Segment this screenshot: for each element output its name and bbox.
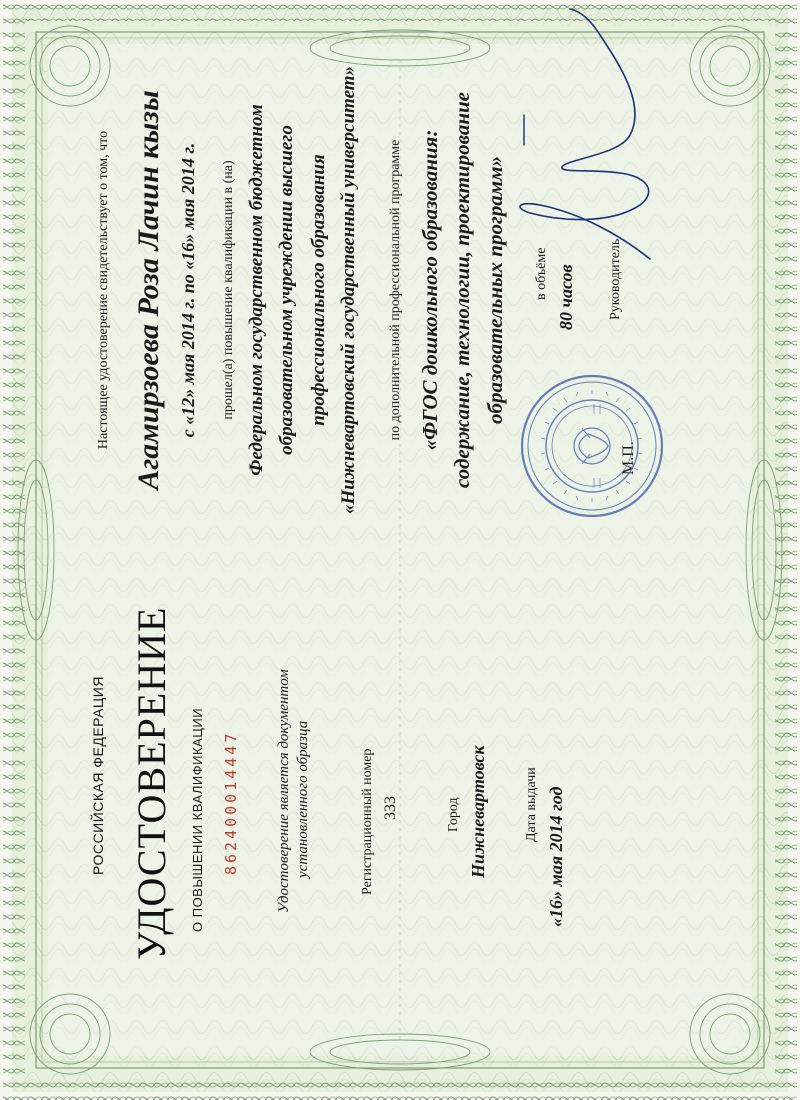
- program-name-line-2: содержание, технологии, проектирование: [450, 91, 474, 489]
- program-name-line-3: образовательных программ»: [483, 155, 507, 425]
- document-subtitle: О ПОВЫШЕНИИ КВАЛИФИКАЦИИ: [190, 707, 205, 932]
- institution-line-1: Федеральном государственном бюджетном: [246, 104, 267, 476]
- training-period: с «12» мая 2014 г. по «16» мая 2014 г.: [178, 142, 198, 438]
- passed-training-label: прошел(а) повышение квалификации в (на): [221, 160, 236, 420]
- institution-line-3: профессионального образования: [308, 154, 329, 426]
- volume-value: 80 часов: [556, 264, 576, 330]
- issue-date-value: «16» мая 2014 год: [546, 786, 566, 927]
- city-value: Нижневартовск: [468, 745, 488, 878]
- institution-line-4: «Нижневартовский государственный университет»: [338, 65, 359, 515]
- registration-number: 333: [382, 796, 399, 820]
- head-signature-label: Руководитель: [608, 238, 623, 320]
- certificate-intro: Настоящее удостоверение свидетельствует о том, что: [96, 130, 111, 450]
- institution-line-2: образовательном учреждении высшего: [276, 125, 297, 455]
- document-number: 862400014447: [222, 730, 240, 875]
- round-seal-icon: [518, 372, 666, 520]
- program-intro: по дополнительной профессиональной программе: [388, 139, 403, 441]
- registration-number-label: Регистрационный номер: [360, 748, 375, 895]
- volume-label: в объёме: [534, 247, 549, 300]
- city-label: Город: [446, 797, 461, 832]
- program-name-line-1: «ФГОС дошкольного образования:: [418, 129, 442, 451]
- document-note-line-1: Удостоверение является документом: [276, 669, 292, 913]
- document-title: УДОСТОВЕРЕНИЕ: [129, 606, 174, 960]
- issue-date-label: Дата выдачи: [524, 767, 539, 842]
- document-note-line-2: установленного образца: [295, 720, 311, 878]
- stamp-place-label: М.П.: [620, 441, 637, 475]
- holder-full-name: Агамирзоева Роза Лачин кызы: [132, 90, 165, 490]
- signature-icon: [500, 5, 670, 265]
- country-label: РОССИЙСКАЯ ФЕДЕРАЦИЯ: [90, 676, 106, 875]
